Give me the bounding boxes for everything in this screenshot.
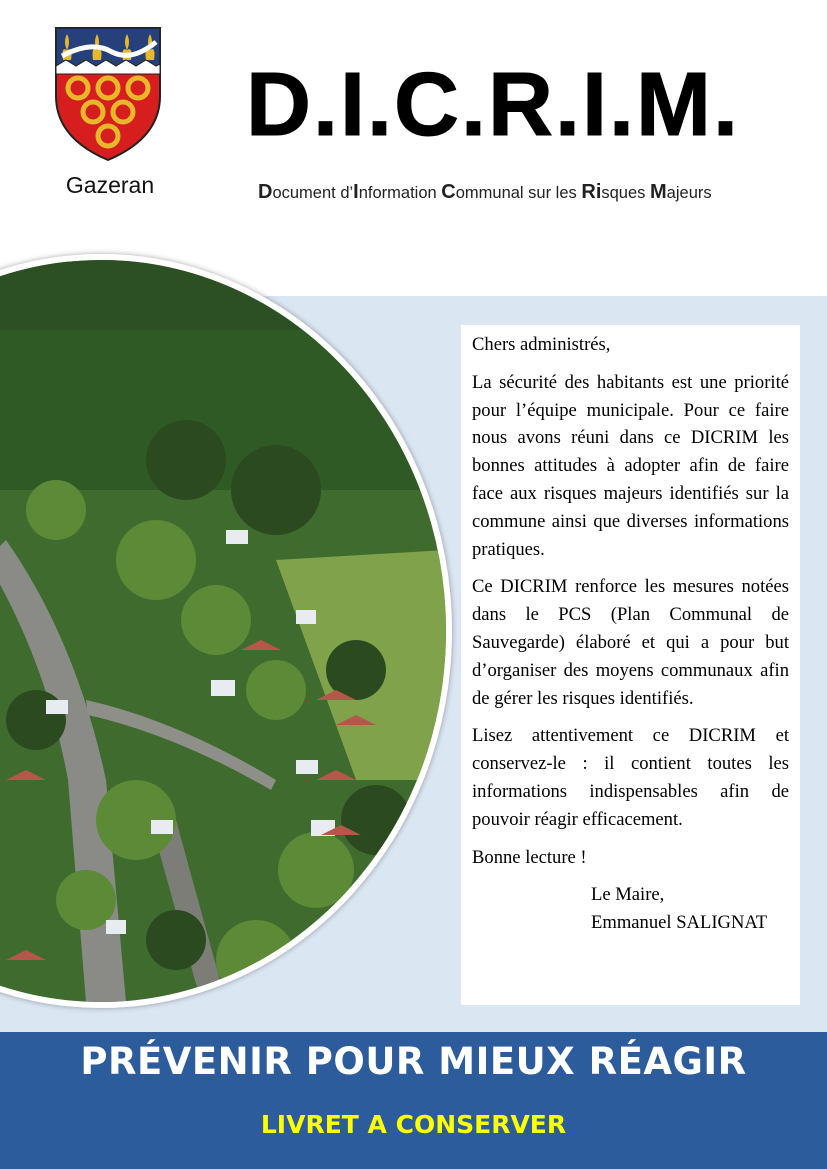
mayor-letter (461, 325, 800, 1005)
letter-paragraph-1: La sécurité des habitants est une priorité pour l’équipe municipale. Pour ce faire nous avons réuni dans ce DICRIM les bonnes attitudes à adopter afin de faire face aux risques majeurs identifiés sur la commune ainsi que diverses informations pratiques. (472, 371, 789, 560)
document-title: D.I.C.R.I.M. (246, 55, 740, 155)
commune-name: Gazeran (65, 172, 155, 198)
banner-slogan: PRÉVENIR POUR MIEUX RÉAGIR (80, 1040, 747, 1083)
banner-note: LIVRET A CONSERVER (260, 1110, 567, 1139)
letter-greeting: Chers administrés, (472, 334, 611, 355)
letter-paragraph-3: Lisez attentivement ce DICRIM et conservez-le : il contient toutes les informations indispensables afin de pouvoir réagir efficacement. (472, 725, 789, 830)
signature-title: Le Maire, (591, 884, 665, 906)
coat-of-arms-logo (52, 26, 164, 162)
signature-name: Emmanuel SALIGNAT (591, 912, 768, 934)
letter-closing: Bonne lecture ! (472, 846, 587, 868)
aerial-village-photo (0, 254, 452, 1008)
document-subtitle: Document d’Information Communal sur les Risques Majeurs (258, 181, 712, 203)
letter-paragraph-2: Ce DICRIM renforce les mesures notées dans le PCS (Plan Communal de Sauvegarde) élaboré et qui a pour but d’organiser des moyens communaux afin de gérer les risques identifiés. (472, 576, 789, 709)
